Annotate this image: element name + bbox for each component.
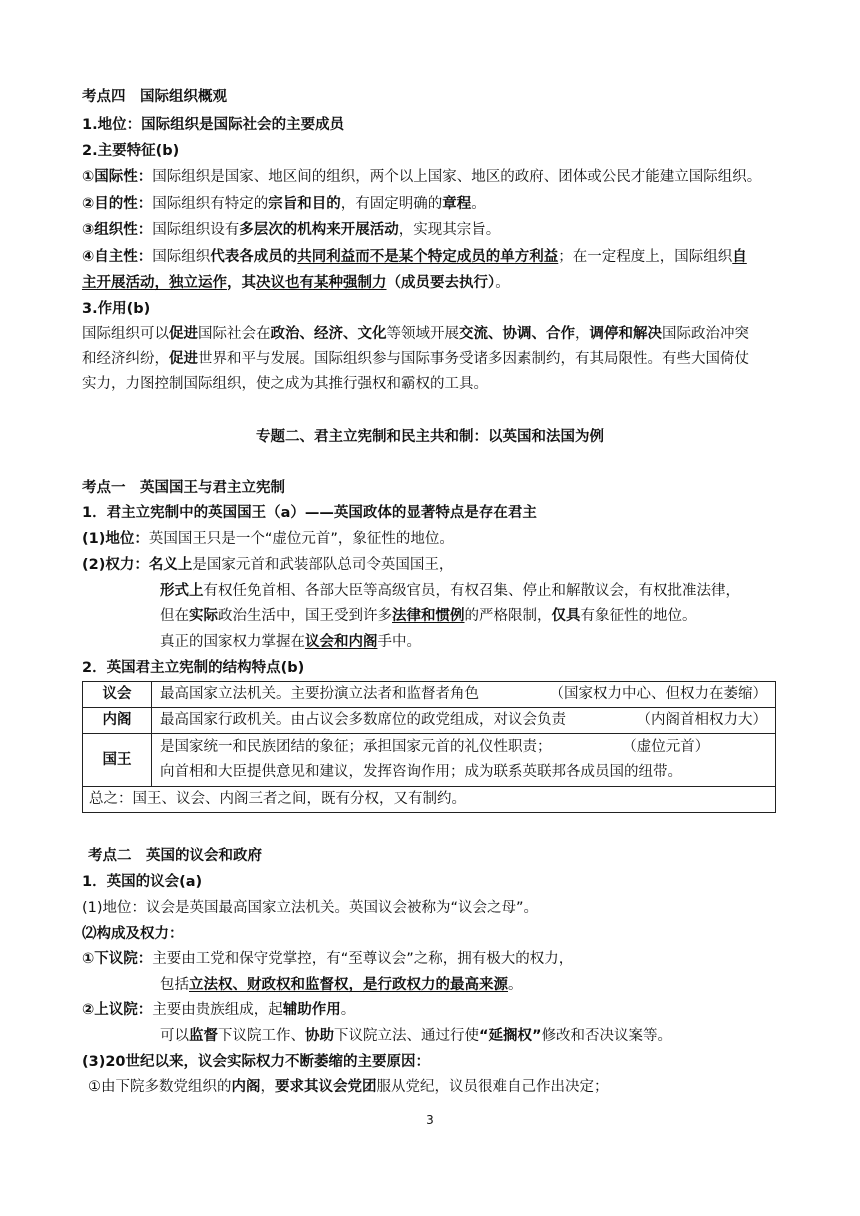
subheading-parliament: 1．英国的议会(a) bbox=[82, 874, 203, 890]
house-of-commons bbox=[82, 949, 573, 969]
text-span: 有象征性的地位。 bbox=[580, 608, 697, 624]
real-power-holder bbox=[160, 632, 421, 652]
text-span: 主要由贵族组成，起 bbox=[152, 1002, 283, 1018]
cell-note: （虚位元首） bbox=[629, 739, 710, 755]
text-span: 可以 bbox=[160, 1028, 189, 1044]
feature-autonomy bbox=[82, 247, 747, 267]
text-span: 英国国王只是一个“虚位元首”，象征性的地位。 bbox=[148, 531, 454, 547]
text-span: 。 bbox=[471, 196, 486, 212]
row-label-parliament: 议会 bbox=[83, 682, 152, 708]
role-paragraph-line bbox=[82, 349, 749, 369]
cell-text: 向首相和大臣提供意见和建议，发挥咨询作用；成为联系英联邦各成员国的纽带。 bbox=[160, 764, 682, 780]
bold-span: 要求其议会党团 bbox=[275, 1079, 377, 1095]
structure-table bbox=[82, 681, 776, 813]
table-row bbox=[83, 787, 776, 813]
text-span: 真正的国家权力掌握在 bbox=[160, 634, 305, 650]
text-span: 政治生活中，国王受到许多 bbox=[218, 608, 392, 624]
monarch-power-actual bbox=[160, 606, 697, 626]
text-span: ， bbox=[260, 1079, 275, 1095]
text-span: 但在 bbox=[160, 608, 189, 624]
bold-span: 促进 bbox=[169, 326, 198, 342]
table-cell bbox=[152, 708, 776, 734]
parliament-status: (1)地位：议会是英国最高国家立法机关。英国议会被称为“议会之母”。 bbox=[82, 900, 539, 916]
underlined-span: 自 bbox=[732, 249, 747, 265]
decline-reason-1 bbox=[88, 1077, 609, 1097]
underlined-span: 议会和内阁 bbox=[305, 634, 378, 650]
bold-span: 仅具 bbox=[551, 608, 581, 624]
text-span: 国际组织设有 bbox=[152, 222, 240, 238]
monarch-status bbox=[82, 529, 454, 549]
bold-span: (1)地位： bbox=[82, 531, 149, 547]
bold-span: 辅助作用 bbox=[282, 1002, 341, 1018]
feature-organization bbox=[82, 220, 500, 240]
bold-span: ，其 bbox=[227, 275, 256, 291]
text-span: 的严格限制， bbox=[464, 608, 552, 624]
table-cell bbox=[152, 682, 776, 708]
feature-autonomy-cont bbox=[82, 273, 510, 293]
bold-span: 实际 bbox=[189, 608, 218, 624]
bold-span: 名义上 bbox=[148, 557, 193, 573]
underlined-span: 共同利益而不是某个特定成员的单方利益 bbox=[297, 249, 559, 265]
bold-span: 多层次的机构来开展活动 bbox=[239, 222, 399, 238]
text-span: 国际组织可以 bbox=[82, 326, 169, 342]
text-span: 国际组织有特定的 bbox=[152, 196, 269, 212]
status-line: 1.地位：国际组织是国际社会的主要成员 bbox=[82, 117, 345, 133]
text-span: 。 bbox=[495, 275, 510, 291]
feature-label: ④自主性： bbox=[82, 249, 153, 265]
feature-label: ③组织性： bbox=[82, 222, 153, 238]
monarch-power bbox=[82, 555, 453, 575]
cell-text: 最高国家行政机关。由占议会多数席位的政党组成，对议会负责 bbox=[160, 712, 566, 728]
cell-note: （国家权力中心、但权力在萎缩） bbox=[549, 686, 767, 702]
bold-span: “延搁权” bbox=[479, 1028, 542, 1044]
text-span: 。 bbox=[340, 1002, 356, 1018]
features-heading: 2.主要特征(b) bbox=[82, 143, 180, 159]
underlined-span: 法律和惯例 bbox=[392, 608, 465, 624]
cell-note: （内阁首相权力大） bbox=[636, 712, 767, 728]
text-span: 是国家元首和武装部队总司令英国国王， bbox=[192, 557, 454, 573]
text-span: 国际政治冲突 bbox=[662, 326, 749, 342]
bold-span: 促进 bbox=[169, 351, 198, 367]
feature-purpose bbox=[82, 194, 486, 214]
composition-heading: ⑵构成及权力： bbox=[82, 926, 184, 942]
cell-line bbox=[160, 735, 767, 760]
bold-span: （成员要去执行） bbox=[386, 275, 496, 291]
text-span: 。 bbox=[508, 977, 523, 993]
text-span: 有权任免首相、各部大臣等高级官员，有权召集、停止和解散议会，有权批准法律， bbox=[203, 583, 740, 599]
text-span: ，实现其宗旨。 bbox=[398, 222, 501, 238]
text-span: 包括 bbox=[160, 977, 189, 993]
text-span: 世界和平与发展。国际组织参与国际事务受诸多因素制约，有其局限性。有些大国倚仗 bbox=[198, 351, 749, 367]
table-row bbox=[83, 682, 776, 708]
bold-span: ②上议院： bbox=[82, 1002, 153, 1018]
table-row bbox=[83, 708, 776, 734]
underlined-span: 决议也有某种强制力 bbox=[256, 275, 387, 291]
text-span: 修改和否决议案等。 bbox=[541, 1028, 673, 1044]
row-label-monarch: 国王 bbox=[83, 734, 152, 787]
text-span: 下议院工作、 bbox=[218, 1028, 305, 1044]
bold-span: 政治、经济、文化 bbox=[270, 326, 387, 342]
text-span: 国际社会在 bbox=[198, 326, 271, 342]
text-span: 和经济纠纷， bbox=[82, 351, 169, 367]
role-heading: 3.作用(b) bbox=[82, 301, 151, 317]
bold-span: ①下议院： bbox=[82, 951, 153, 967]
underlined-span: 立法权、财政权和监督权，是行政权力的最高来源 bbox=[189, 977, 508, 993]
cell-text: 最高国家立法机关。主要扮演立法者和监督者角色 bbox=[160, 686, 479, 702]
underlined-span: 主开展活动，独立运作 bbox=[82, 275, 227, 291]
text-span: 手中。 bbox=[377, 634, 421, 650]
house-of-lords bbox=[82, 1000, 355, 1020]
bold-span: 调停和解决 bbox=[589, 326, 662, 342]
role-paragraph-line: 实力，力图控制国际组织，使之成为其推行强权和霸权的工具。 bbox=[82, 376, 488, 392]
text-span: ①由下院多数党组织的 bbox=[88, 1079, 232, 1095]
subheading-structure: 2．英国君主立宪制的结构特点(b) bbox=[82, 660, 305, 676]
text-span: ；在一定程度上，国际组织 bbox=[558, 249, 733, 265]
section-heading-british-monarch: 考点一 英国国王与君主立宪制 bbox=[82, 480, 285, 496]
subheading-monarch: 1．君主立宪制中的英国国王（a）——英国政体的显著特点是存在君主 bbox=[82, 505, 537, 521]
bold-span: 宗旨和目的 bbox=[268, 196, 341, 212]
bold-span: 章程 bbox=[442, 196, 472, 212]
section-heading-international-orgs: 考点四 国际组织概观 bbox=[82, 89, 227, 105]
bold-span: 监督 bbox=[189, 1028, 218, 1044]
bold-span: 代表各成员的 bbox=[210, 249, 298, 265]
bold-span: (2)权力： bbox=[82, 557, 149, 573]
monarch-power-formal bbox=[160, 581, 740, 601]
text-span: 主要由工党和保守党掌控，有“至尊议会”之称，拥有极大的权力， bbox=[152, 951, 574, 967]
page-number: 3 bbox=[426, 1113, 434, 1127]
table-summary: 总之：国王、议会、内阁三者之间，既有分权，又有制约。 bbox=[83, 787, 776, 813]
text-span: ，有固定明确的 bbox=[340, 196, 443, 212]
topic-title: 专题二、君主立宪制和民主共和制：以英国和法国为例 bbox=[256, 429, 604, 445]
bold-span: 形式上 bbox=[160, 583, 204, 599]
row-label-cabinet: 内阁 bbox=[83, 708, 152, 734]
text-span: 国际组织 bbox=[152, 249, 211, 265]
cell-text: 是国家统一和民族团结的象征；承担国家元首的礼仪性职责； bbox=[160, 739, 552, 755]
table-row bbox=[83, 734, 776, 787]
feature-label: ①国际性： bbox=[82, 169, 153, 185]
feature-internationality bbox=[82, 167, 761, 187]
feature-text: 国际组织是国家、地区间的组织，两个以上国家、地区的政府、团体或公民才能建立国际组织。 bbox=[152, 169, 762, 185]
bold-span: 内阁 bbox=[231, 1079, 261, 1095]
feature-label: ②目的性： bbox=[82, 196, 153, 212]
house-of-commons-powers bbox=[160, 975, 523, 995]
house-of-lords-powers bbox=[160, 1026, 672, 1046]
text-span: ， bbox=[575, 326, 590, 342]
decline-heading: (3)20世纪以来，议会实际权力不断萎缩的主要原因： bbox=[82, 1054, 431, 1070]
table-cell bbox=[152, 734, 776, 787]
section-heading-parliament: 考点二 英国的议会和政府 bbox=[88, 848, 262, 864]
text-span: 等领域开展 bbox=[386, 326, 459, 342]
text-span: 下议院立法、通过行使 bbox=[334, 1028, 479, 1044]
bold-span: 协助 bbox=[305, 1028, 334, 1044]
role-paragraph-line bbox=[82, 324, 749, 344]
bold-span: 交流、协调、合作 bbox=[459, 326, 575, 342]
text-span: 服从党纪，议员很难自己作出决定； bbox=[376, 1079, 609, 1095]
